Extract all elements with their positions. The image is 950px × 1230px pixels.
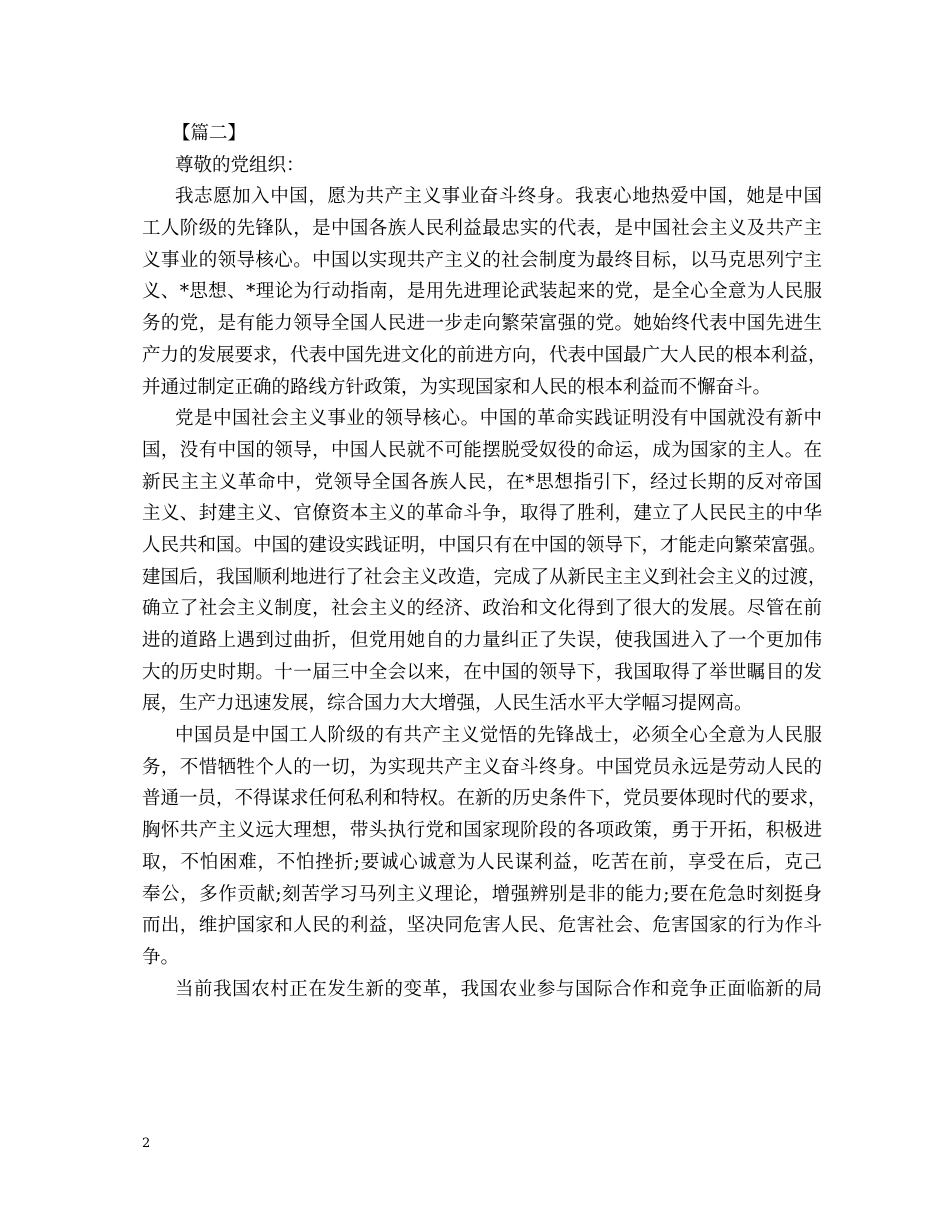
paragraph-line: 主义、封建主义、官僚资本主义的革命斗争，取得了胜利，建立了人民民主的中华 — [142, 503, 822, 525]
paragraph-line: 党是中国社会主义事业的领导核心。中国的革命实践证明没有中国就没有新中 — [175, 408, 822, 430]
paragraph-line: 普通一员，不得谋求任何私利和特权。在新的历史条件下，党员要体现时代的要求， — [142, 788, 827, 810]
paragraph-2 — [142, 403, 827, 720]
paragraph-line: 当前我国农村正在发生新的变革，我国农业参与国际合作和竞争正面临新的局 — [175, 978, 822, 1000]
paragraph-line: 义事业的领导核心。中国以实现共产主义的社会制度为最终目标，以马克思列宁主 — [142, 249, 822, 271]
paragraph-line: 人民共和国。中国的建设实践证明，中国只有在中国的领导下，才能走向繁荣富强。 — [142, 534, 827, 556]
paragraph-4 — [142, 974, 822, 1006]
paragraph-line: 取，不怕困难，不怕挫折;要诚心诚意为人民谋利益，吃苦在前，享受在后，克己 — [142, 851, 822, 873]
paragraph-line: 胸怀共产主义远大理想，带头执行党和国家现阶段的各项政策，勇于开拓，积极进 — [142, 820, 822, 842]
paragraph-line: 并通过制定正确的路线方针政策，为实现国家和人民的根本利益而不懈奋斗。 — [142, 376, 772, 398]
paragraph-line: 建国后，我国顺利地进行了社会主义改造，完成了从新民主主义到社会主义的过渡， — [142, 566, 827, 588]
paragraph-1 — [142, 181, 827, 403]
paragraph-line: 奉公，多作贡献;刻苦学习马列主义理论，增强辨别是非的能力;要在危急时刻挺身 — [142, 883, 822, 905]
paragraph-line: 展，生产力迅速发展，综合国力大大增强，人民生活水平大学幅习提网高。 — [142, 693, 753, 715]
paragraph-line: 我志愿加入中国，愿为共产主义事业奋斗终身。我衷心地热爱中国，她是中国 — [175, 186, 822, 208]
paragraph-line: 进的道路上遇到过曲折，但党用她自的力量纠正了失误，使我国进入了一个更加伟 — [142, 630, 822, 651]
paragraph-line: 大的历史时期。十一届三中全会以来，在中国的领导下，我国取得了举世瞩目的发 — [142, 661, 822, 683]
paragraph-line: 确立了社会主义制度，社会主义的经济、政治和文化得到了很大的发展。尽管在前 — [142, 598, 822, 620]
paragraph-line: 而出，维护国家和人民的利益，坚决同危害人民、危害社会、危害国家的行为作斗 — [142, 915, 822, 937]
document-body — [142, 118, 827, 1005]
page-number: 2 — [142, 1136, 151, 1151]
paragraph-line: 新民主主义革命中，党领导全国各族人民，在*思想指引下，经过长期的反对帝国 — [142, 471, 822, 493]
paragraph-line: 争。 — [142, 946, 180, 968]
salutation: 尊敬的党组织： — [175, 154, 305, 176]
paragraph-line: 中国员是中国工人阶级的有共产主义觉悟的先锋战士，必须全心全意为人民服 — [175, 725, 822, 747]
paragraph-line: 产力的发展要求，代表中国先进文化的前进方向，代表中国最广大人民的根本利益， — [142, 344, 827, 366]
paragraph-line: 义、*思想、*理论为行动指南，是用先进理论武装起来的党，是全心全意为人民服 — [142, 281, 822, 303]
paragraph-line: 务的党，是有能力领导全国人民进一步走向繁荣富强的党。她始终代表中国先进生 — [142, 313, 822, 335]
section-heading: 【篇二】 — [172, 123, 247, 144]
paragraph-line: 工人阶级的先锋队，是中国各族人民利益最忠实的代表，是中国社会主义及共产主 — [142, 218, 822, 240]
paragraph-line: 国，没有中国的领导，中国人民就不可能摆脱受奴役的命运，成为国家的主人。在 — [142, 439, 822, 461]
paragraph-line: 务，不惜牺牲个人的一切，为实现共产主义奋斗终身。中国党员永远是劳动人民的 — [142, 756, 822, 778]
paragraph-3 — [142, 720, 827, 974]
